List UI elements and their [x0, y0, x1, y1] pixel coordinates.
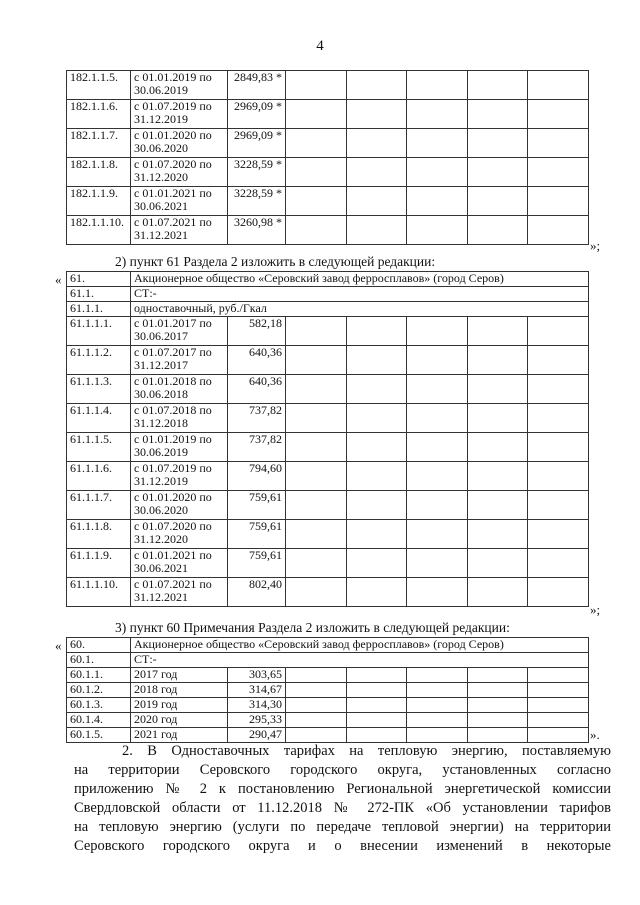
row-period: с 01.01.2017 по 30.06.2017 — [131, 317, 228, 346]
tariff-table-60 — [66, 637, 589, 743]
empty-cell — [407, 728, 468, 743]
row-number: 60.1.2. — [67, 683, 131, 698]
empty-cell — [346, 491, 407, 520]
empty-cell — [407, 100, 468, 129]
empty-cell — [528, 317, 589, 346]
empty-cell — [528, 129, 589, 158]
row-value: 3260,98 * — [228, 216, 286, 245]
empty-cell — [407, 216, 468, 245]
empty-cell — [346, 71, 407, 100]
empty-cell — [346, 578, 407, 607]
tariff-table-61 — [66, 271, 589, 607]
empty-cell — [346, 346, 407, 375]
row-value: 640,36 — [228, 375, 286, 404]
row-value: 290,47 — [228, 728, 286, 743]
table-row — [67, 346, 589, 375]
body-paragraph-2 — [74, 742, 611, 856]
row-number: 182.1.1.6. — [67, 100, 131, 129]
empty-cell — [286, 549, 347, 578]
empty-cell — [407, 404, 468, 433]
tariff-kind-row — [67, 302, 589, 317]
empty-cell — [528, 549, 589, 578]
empty-cell — [467, 375, 528, 404]
row-period: с 01.01.2019 по 30.06.2019 — [131, 433, 228, 462]
row-period: с 01.07.2019 по 31.12.2019 — [131, 462, 228, 491]
empty-cell — [467, 433, 528, 462]
row-value: 3228,59 * — [228, 158, 286, 187]
org-number: 60. — [67, 638, 131, 653]
row-value: 2969,09 * — [228, 129, 286, 158]
row-period: с 01.07.2020 по 31.12.2020 — [131, 158, 228, 187]
table-row — [67, 462, 589, 491]
paragraph-item-2: 2) пункт 61 Раздела 2 изложить в следующей редакции: — [115, 254, 436, 269]
row-value: 759,61 — [228, 520, 286, 549]
row-value: 737,82 — [228, 433, 286, 462]
empty-cell — [286, 317, 347, 346]
empty-cell — [467, 683, 528, 698]
empty-cell — [286, 216, 347, 245]
row-value: 2969,09 * — [228, 100, 286, 129]
empty-cell — [286, 520, 347, 549]
row-period: 2021 год — [131, 728, 228, 743]
empty-cell — [407, 375, 468, 404]
empty-cell — [467, 71, 528, 100]
row-number: 61.1.1.6. — [67, 462, 131, 491]
row-number: 61.1.1.10. — [67, 578, 131, 607]
empty-cell — [286, 668, 347, 683]
empty-cell — [407, 346, 468, 375]
page-number: 4 — [316, 38, 324, 54]
empty-cell — [346, 683, 407, 698]
row-period: с 01.07.2021 по 31.12.2021 — [131, 578, 228, 607]
empty-cell — [467, 713, 528, 728]
empty-cell — [346, 433, 407, 462]
row-period: 2020 год — [131, 713, 228, 728]
table3-closing-quote: ». — [590, 727, 600, 742]
kind-label: одноставочный, руб./Гкал — [131, 302, 589, 317]
empty-cell — [346, 317, 407, 346]
empty-cell — [286, 100, 347, 129]
st-label: СТ:- — [131, 287, 589, 302]
org-name: Акционерное общество «Серовский завод ферросплавов» (город Серов) — [131, 638, 589, 653]
st-row — [67, 653, 589, 668]
row-period: с 01.07.2017 по 31.12.2017 — [131, 346, 228, 375]
table-row — [67, 317, 589, 346]
row-value: 759,61 — [228, 491, 286, 520]
empty-cell — [467, 187, 528, 216]
empty-cell — [407, 713, 468, 728]
st-row — [67, 287, 589, 302]
row-period: с 01.01.2021 по 30.06.2021 — [131, 187, 228, 216]
table-row — [67, 683, 589, 698]
empty-cell — [407, 462, 468, 491]
table-row — [67, 158, 589, 187]
empty-cell — [528, 187, 589, 216]
empty-cell — [346, 216, 407, 245]
empty-cell — [528, 683, 589, 698]
empty-cell — [286, 158, 347, 187]
table-row — [67, 549, 589, 578]
empty-cell — [346, 375, 407, 404]
empty-cell — [286, 713, 347, 728]
row-value: 314,67 — [228, 683, 286, 698]
row-period: с 01.01.2020 по 30.06.2020 — [131, 129, 228, 158]
empty-cell — [528, 698, 589, 713]
empty-cell — [467, 549, 528, 578]
row-period: с 01.01.2019 по 30.06.2019 — [131, 71, 228, 100]
row-period: с 01.07.2019 по 31.12.2019 — [131, 100, 228, 129]
org-number: 61. — [67, 272, 131, 287]
table2-closing-quote: »; — [590, 602, 601, 617]
table-row — [67, 129, 589, 158]
row-value: 295,33 — [228, 713, 286, 728]
table-row — [67, 187, 589, 216]
empty-cell — [346, 462, 407, 491]
table-header-row — [67, 638, 589, 653]
empty-cell — [286, 71, 347, 100]
empty-cell — [286, 728, 347, 743]
empty-cell — [528, 520, 589, 549]
row-number: 61.1.1.3. — [67, 375, 131, 404]
row-number: 182.1.1.9. — [67, 187, 131, 216]
empty-cell — [346, 698, 407, 713]
table-row — [67, 698, 589, 713]
empty-cell — [467, 317, 528, 346]
empty-cell — [286, 375, 347, 404]
empty-cell — [346, 713, 407, 728]
empty-cell — [407, 520, 468, 549]
row-number: 60.1.5. — [67, 728, 131, 743]
empty-cell — [286, 346, 347, 375]
row-period: 2018 год — [131, 683, 228, 698]
empty-cell — [528, 433, 589, 462]
empty-cell — [467, 520, 528, 549]
empty-cell — [528, 713, 589, 728]
row-number: 61.1.1.8. — [67, 520, 131, 549]
empty-cell — [407, 317, 468, 346]
empty-cell — [286, 683, 347, 698]
st-number: 60.1. — [67, 653, 131, 668]
row-number: 182.1.1.8. — [67, 158, 131, 187]
empty-cell — [407, 668, 468, 683]
empty-cell — [467, 346, 528, 375]
empty-cell — [346, 520, 407, 549]
empty-cell — [528, 216, 589, 245]
row-number: 61.1.1.4. — [67, 404, 131, 433]
empty-cell — [467, 491, 528, 520]
empty-cell — [346, 728, 407, 743]
body-line: Серовского городского округа и о внесении изменений в некоторые — [74, 838, 611, 854]
empty-cell — [528, 462, 589, 491]
table-header-row — [67, 272, 589, 287]
empty-cell — [346, 129, 407, 158]
st-number: 61.1. — [67, 287, 131, 302]
table1-closing-quote: »; — [590, 238, 601, 253]
row-value: 582,18 — [228, 317, 286, 346]
paragraph-item-3: 3) пункт 60 Примечания Раздела 2 изложить в следующей редакции: — [115, 620, 510, 635]
empty-cell — [528, 668, 589, 683]
empty-cell — [528, 346, 589, 375]
table-row — [67, 520, 589, 549]
empty-cell — [346, 549, 407, 578]
row-period: с 01.01.2018 по 30.06.2018 — [131, 375, 228, 404]
row-value: 802,40 — [228, 578, 286, 607]
row-number: 60.1.1. — [67, 668, 131, 683]
row-number: 61.1.1.2. — [67, 346, 131, 375]
empty-cell — [467, 129, 528, 158]
row-value: 314,30 — [228, 698, 286, 713]
row-value: 2849,83 * — [228, 71, 286, 100]
st-label: СТ:- — [131, 653, 589, 668]
empty-cell — [407, 578, 468, 607]
empty-cell — [467, 216, 528, 245]
empty-cell — [346, 158, 407, 187]
row-period: с 01.01.2020 по 30.06.2020 — [131, 491, 228, 520]
empty-cell — [407, 71, 468, 100]
row-period: с 01.01.2021 по 30.06.2021 — [131, 549, 228, 578]
table-row — [67, 71, 589, 100]
empty-cell — [407, 158, 468, 187]
empty-cell — [467, 578, 528, 607]
row-period: 2019 год — [131, 698, 228, 713]
empty-cell — [407, 698, 468, 713]
empty-cell — [286, 187, 347, 216]
row-number: 60.1.3. — [67, 698, 131, 713]
row-value: 3228,59 * — [228, 187, 286, 216]
empty-cell — [286, 129, 347, 158]
empty-cell — [467, 158, 528, 187]
body-line: на тепловую энергию (услуги по передаче тепловой энергии) на территории — [74, 819, 611, 835]
empty-cell — [286, 462, 347, 491]
empty-cell — [528, 491, 589, 520]
empty-cell — [346, 187, 407, 216]
empty-cell — [286, 578, 347, 607]
empty-cell — [467, 462, 528, 491]
empty-cell — [528, 100, 589, 129]
empty-cell — [407, 491, 468, 520]
body-line: приложению № 2 к постановлению Региональной энергетической комиссии — [74, 781, 611, 797]
row-period: с 01.07.2020 по 31.12.2020 — [131, 520, 228, 549]
table-row — [67, 100, 589, 129]
empty-cell — [286, 404, 347, 433]
empty-cell — [407, 129, 468, 158]
empty-cell — [467, 698, 528, 713]
empty-cell — [528, 578, 589, 607]
empty-cell — [286, 433, 347, 462]
table-row — [67, 578, 589, 607]
empty-cell — [286, 698, 347, 713]
empty-cell — [467, 404, 528, 433]
empty-cell — [346, 668, 407, 683]
row-number: 61.1.1.7. — [67, 491, 131, 520]
row-value: 794,60 — [228, 462, 286, 491]
row-value: 640,36 — [228, 346, 286, 375]
row-number: 61.1.1.5. — [67, 433, 131, 462]
row-value: 759,61 — [228, 549, 286, 578]
empty-cell — [528, 375, 589, 404]
empty-cell — [286, 491, 347, 520]
row-value: 303,65 — [228, 668, 286, 683]
empty-cell — [346, 404, 407, 433]
body-line: Свердловской области от 11.12.2018 № 272-ПК «Об установлении тарифов — [74, 800, 611, 816]
row-value: 737,82 — [228, 404, 286, 433]
empty-cell — [407, 187, 468, 216]
row-period: 2017 год — [131, 668, 228, 683]
table2-opening-quote: « — [55, 272, 62, 287]
empty-cell — [467, 100, 528, 129]
row-period: с 01.07.2018 по 31.12.2018 — [131, 404, 228, 433]
table-row — [67, 728, 589, 743]
row-number: 61.1.1.1. — [67, 317, 131, 346]
empty-cell — [528, 404, 589, 433]
row-number: 182.1.1.5. — [67, 71, 131, 100]
empty-cell — [407, 549, 468, 578]
empty-cell — [467, 668, 528, 683]
empty-cell — [407, 433, 468, 462]
table-row — [67, 404, 589, 433]
table3-opening-quote: « — [55, 638, 62, 653]
table-row — [67, 713, 589, 728]
row-number: 61.1.1.9. — [67, 549, 131, 578]
empty-cell — [528, 158, 589, 187]
table-row — [67, 491, 589, 520]
empty-cell — [407, 683, 468, 698]
table-row — [67, 668, 589, 683]
empty-cell — [346, 100, 407, 129]
empty-cell — [528, 728, 589, 743]
tariff-table-182 — [66, 70, 589, 245]
body-line: 2. В Одноставочных тарифах на тепловую энергию, поставляемую — [122, 743, 611, 759]
empty-cell — [467, 728, 528, 743]
table-row — [67, 433, 589, 462]
row-period: с 01.07.2021 по 31.12.2021 — [131, 216, 228, 245]
table-row — [67, 216, 589, 245]
empty-cell — [528, 71, 589, 100]
row-number: 182.1.1.10. — [67, 216, 131, 245]
body-line: на территории Серовского городского округа, установленных согласно — [74, 762, 611, 778]
row-number: 182.1.1.7. — [67, 129, 131, 158]
row-number: 60.1.4. — [67, 713, 131, 728]
org-name: Акционерное общество «Серовский завод ферросплавов» (город Серов) — [131, 272, 589, 287]
table-row — [67, 375, 589, 404]
kind-number: 61.1.1. — [67, 302, 131, 317]
